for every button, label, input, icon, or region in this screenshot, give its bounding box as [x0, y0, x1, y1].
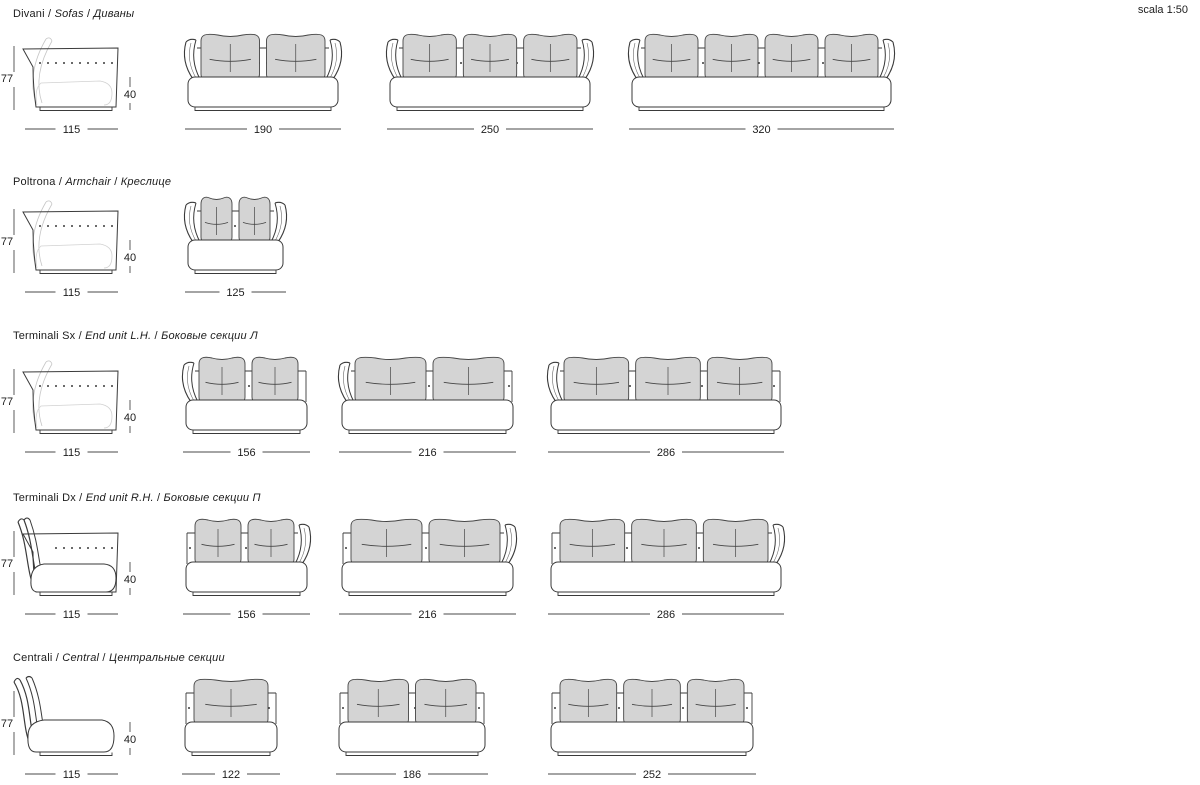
- svg-text:216: 216: [418, 609, 437, 621]
- label-russian: Боковые секции Л: [161, 330, 258, 342]
- label-russian: Диваны: [93, 8, 135, 20]
- front-view-drawing: [337, 356, 518, 462]
- front-view-drawing: [181, 356, 312, 462]
- svg-text:216: 216: [418, 447, 437, 459]
- side-view-drawing: [0, 33, 150, 139]
- side-view-drawing: [0, 196, 150, 302]
- label-italian: Divani: [13, 8, 45, 20]
- front-view-terminali-sx-286: [546, 356, 786, 462]
- front-view-drawing: [183, 33, 343, 139]
- svg-text:40: 40: [123, 574, 137, 586]
- front-view-drawing: [546, 356, 786, 462]
- section-label-poltrona: Poltrona / Armchair / Креслице: [13, 176, 172, 188]
- svg-text:77: 77: [0, 396, 14, 408]
- front-view-drawing: [546, 518, 786, 624]
- svg-text:186: 186: [402, 769, 422, 781]
- side-view-terminali-dx: [0, 518, 150, 624]
- section-label-centrali: Centrali / Central / Центральные секции: [13, 652, 225, 664]
- side-view-drawing: [0, 356, 150, 462]
- side-view-divani: [0, 33, 150, 139]
- front-view-centrali-122: [180, 678, 282, 784]
- svg-text:320: 320: [752, 124, 771, 136]
- svg-text:77: 77: [0, 718, 14, 730]
- label-italian: Terminali Sx: [13, 330, 76, 342]
- front-view-terminali-dx-216: [337, 518, 518, 624]
- front-view-drawing: [385, 33, 595, 139]
- label-russian: Центральные секции: [108, 652, 225, 664]
- svg-text:250: 250: [480, 124, 500, 136]
- label-italian: Terminali Dx: [13, 492, 76, 504]
- svg-text:77: 77: [0, 73, 14, 85]
- svg-text:190: 190: [253, 124, 273, 136]
- svg-text:40: 40: [123, 412, 137, 424]
- label-english: End unit L.H.: [85, 330, 152, 342]
- svg-text:77: 77: [0, 558, 14, 570]
- scale-label: scala 1:50: [1137, 4, 1188, 16]
- front-view-drawing: [180, 678, 282, 784]
- front-view-terminali-sx-216: [337, 356, 518, 462]
- side-view-centrali: [0, 678, 150, 784]
- label-russian: Креслице: [120, 176, 172, 188]
- front-view-drawing: [183, 196, 288, 302]
- front-view-drawing: [181, 518, 312, 624]
- svg-text:40: 40: [123, 734, 137, 746]
- svg-text:122: 122: [221, 769, 241, 781]
- section-label-terminali-sx: Terminali Sx / End unit L.H. / Боковые секции Л: [13, 330, 258, 342]
- svg-text:40: 40: [123, 252, 137, 264]
- front-view-drawing: [334, 678, 490, 784]
- front-view-drawing: [337, 518, 518, 624]
- front-view-centrali-186: [334, 678, 490, 784]
- front-view-terminali-dx-286: [546, 518, 786, 624]
- svg-text:156: 156: [237, 447, 256, 459]
- svg-text:40: 40: [123, 89, 137, 101]
- front-view-drawing: [627, 33, 896, 139]
- side-view-terminali-sx: [0, 356, 150, 462]
- side-view-drawing: [0, 518, 150, 624]
- svg-text:77: 77: [0, 236, 14, 248]
- front-view-divani-250: [385, 33, 595, 139]
- label-english: Armchair: [65, 176, 111, 188]
- front-view-terminali-sx-156: [181, 356, 312, 462]
- svg-text:125: 125: [226, 287, 245, 299]
- front-view-drawing: [546, 678, 758, 784]
- svg-text:115: 115: [62, 124, 81, 136]
- label-english: End unit R.H.: [85, 492, 154, 504]
- svg-text:156: 156: [237, 609, 256, 621]
- label-russian: Боковые секции П: [163, 492, 261, 504]
- label-english: Sofas: [54, 8, 84, 20]
- front-view-divani-190: [183, 33, 343, 139]
- label-italian: Poltrona: [13, 176, 56, 188]
- front-view-divani-320: [627, 33, 896, 139]
- svg-text:115: 115: [62, 447, 81, 459]
- svg-text:286: 286: [656, 609, 676, 621]
- side-view-drawing: [0, 678, 150, 784]
- svg-text:115: 115: [62, 287, 81, 299]
- front-view-poltrona-125: [183, 196, 288, 302]
- section-label-divani: Divani / Sofas / Диваны: [13, 8, 135, 20]
- front-view-centrali-252: [546, 678, 758, 784]
- section-label-terminali-dx: Terminali Dx / End unit R.H. / Боковые секции П: [13, 492, 261, 504]
- svg-text:286: 286: [656, 447, 676, 459]
- label-english: Central: [62, 652, 100, 664]
- svg-text:115: 115: [62, 609, 81, 621]
- svg-text:115: 115: [62, 769, 81, 781]
- label-italian: Centrali: [13, 652, 53, 664]
- side-view-poltrona: [0, 196, 150, 302]
- svg-text:252: 252: [642, 769, 662, 781]
- front-view-terminali-dx-156: [181, 518, 312, 624]
